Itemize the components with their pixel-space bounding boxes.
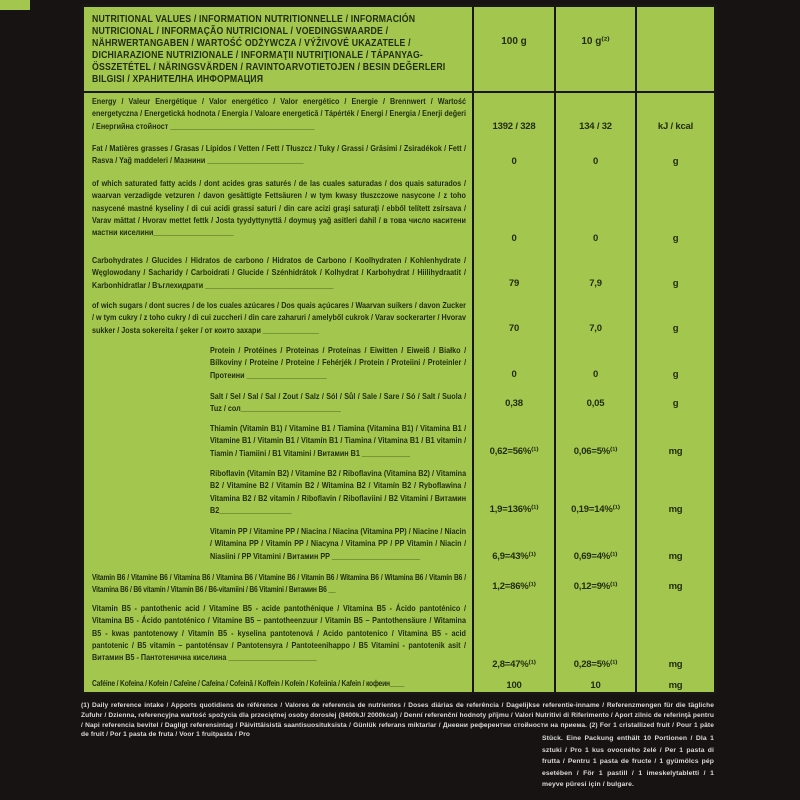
table-row-vitamin-b6 <box>84 570 714 600</box>
column-header-100g-label: 100 g <box>501 35 527 47</box>
vitamin-b5-value-10g: 0,28=5%⁽¹⁾ <box>573 659 618 670</box>
column-header-10g <box>554 7 635 91</box>
salt-unit: g <box>672 398 679 409</box>
energy-label: Energy / Valeur Energétique / Valor energético / Valor energético / Energie / Brennwert / Wartość energetyczna / Energetická hodnota / Energia / Valoare energetică / Tápérték / Energi / Energia / Enerji değeri / Енергийна стойност ____________________________________ <box>92 96 466 131</box>
sugars-value-100g: 70 <box>508 323 520 334</box>
table-row-caffeine <box>84 678 714 692</box>
thiamin-b1-label: Thiamin (Vitamin B1) / Vitamine B1 / Tiamina (Vitamina B1) / Vitamina B1 / Vitamine B1 / Vitamin B1 / Vitamín B1 / Tiamina / Vitamina B1 / B1 vitamin / Tiamin / Tiamiini / B1 Vitamini / Витамин B1 ____________ <box>210 423 467 458</box>
footnote-reference-intake: (1) Daily reference intake / Apports quotidiens de référence / Valores de referencia de nutrientes / Doses diárias de referência / Dagelijkse referentie-inname / Referenzmengen für die tägliche Zufuhr / Dzienna, referencyjna wartość spożycia dla przeciętnej osoby dorosłej (8400kJ/ 2000kcal) / Denní referenční hodnoty příjmu / Valori Nutritivi di Riferimento / Aport zilnic de referinţă pentru / Napi referencia bevitel / Dagligt referensintag / Päivittäisistä saantisuosituksista / Günlük referans miktarlar / Дневни референтни стойности на приема. (2) For 1 cristallized fruit / Pour 1 pâte de fruit / Por 1 pasta de fruta / Voor 1 fruitpasta / Pro <box>81 702 714 739</box>
carbohydrates-label: Carbohydrates / Glucides / Hidratos de carbono / Hidratos de Carbono / Koolhydraten / Kohlenhydrate / Węglowodany / Sacharidy / Carboidrati / Glucide / Szénhidrátok / Kolhydrat / Karbohydrat / Hiilihydraatit / Karbonhidratlar / Въглехидрати ________________________________ <box>92 255 466 290</box>
protein-value-10g: 0 <box>592 369 599 380</box>
protein-label: Protein / Protéines / Proteinas / Proteínas / Eiwitten / Eiweiß / Białko / Bílkoviny / Proteine / Proteine / Fehérjék / Protein / Proteiini / Proteinler /Протеини ____________________ <box>210 345 467 380</box>
table-title-cell <box>84 7 472 91</box>
column-header-10g-label: 10 g⁽²⁾ <box>581 35 610 47</box>
table-row-saturated-fat <box>84 175 714 252</box>
vitamin-b5-value-100g: 2,8=47%⁽¹⁾ <box>492 659 536 670</box>
salt-value-100g: 0,38 <box>505 398 523 409</box>
footnote-per-portion: Stück. Eine Packung enthält 10 Portionen / Dla 1 sztuki / Pro 1 kus ovocného želé / Per 1 pasta di frutta / Pentru 1 pasta de fructe / 1 gyümölcs pép esetében / För 1 pastill / 1 imeskelytabletti / 1 meyve püresi için / bulgare. <box>542 735 714 788</box>
carbohydrates-value-100g: 79 <box>508 278 520 289</box>
table-row-niacin-pp <box>84 523 714 570</box>
salt-value-10g: 0,05 <box>586 398 605 409</box>
vitamin-b5-unit: mg <box>668 659 683 670</box>
table-row-sugars <box>84 297 714 342</box>
carbohydrates-value-10g: 7,9 <box>589 278 602 289</box>
column-header-unit <box>635 7 714 91</box>
riboflavin-b2-unit: mg <box>668 504 683 515</box>
table-title: NUTRITIONAL VALUES / INFORMATION NUTRITIONNELLE / INFORMACIÓN NUTRICIONAL / INFORMAÇÃO NUTRICIONAL / VOEDINGSWAARDE / NÄHRWERTANGABEN / WARTOŚĆ ODŻYWCZA / VÝŽIVOVÉ UKAZATELE / DICHIARAZIONE NUTRIZIONALE / INFORMAŢII NUTRIŢIONALE / TÁPANYAG-ÖSSZETÉTEL / NÄRINGSVÄRDEN / RAVINTOARVOTIETOJEN / BESIN DEĞERLERI BILGISI / ХРАНИТЕЛНА ИНФОРМАЦИЯ <box>92 14 446 85</box>
niacin-pp-value-100g: 6,9=43%⁽¹⁾ <box>492 551 536 562</box>
thiamin-b1-value-10g: 0,06=5%⁽¹⁾ <box>573 446 618 457</box>
fat-unit: g <box>672 156 679 167</box>
thiamin-b1-unit: mg <box>668 446 683 457</box>
saturated-fat-label: of which saturated fatty acids / dont acides gras saturés / de las cuales saturadas / dos quais saturados / waarvan verzadigde vetzuren / davon gesättigte Fettsäuren / w tym kwasy tłuszczowe nasycone / z toho nasycené mastné kyseliny / di cui acidi grassi saturi / din care acizi graşi saturaţi / ebből telített zsírsava / Varav mättat / Hvorav mettet fettk / Josta tyydyttynyttä / doymuş yağ asitleri dahil / в това число наситени мастни киселини____________________ <box>92 178 466 238</box>
vitamin-b6-label: Vitamin B6 / Vitamine B6 / Vitamina B6 / Vitamina B6 / Vitamine B6 / Vitamin B6 / Witamina B6 / Witamina B6 / Vitamín B6 / Vitamina B6 / B6 vitamin / Vitamin B6 / B6-vitamiini / B6 Vitamini / Витамин B6 __ <box>92 573 466 595</box>
table-row-energy <box>84 93 714 140</box>
niacin-pp-value-10g: 0,69=4%⁽¹⁾ <box>573 551 618 562</box>
vitamin-b5-label: Vitamin B5 - pantothenic acid / Vitamine B5 - acide pantothénique / Vitamina B5 - Ácido pantoténico / Vitamina B5 - Ácido pantoténico / Vitamine B5 – pantotheenzuur / Vitamin B5 – Pantothensäure / Witamina B5 - kwas pantotenowy / Vitamín B5 - kyselina pantotenová / Acido pantotenico / Vitamina B5 - acid pantotenic / B5 vitamin – pantoténsav / Pantotensyra / Pantoteenihappo / B5 Vitamini - pantotenik asit / Витамин B5 - Пантотенична киселина ______________________ <box>92 603 466 663</box>
nutrition-table <box>81 4 717 695</box>
fat-label: Fat / Matières grasses / Grasas / Lípidos / Vetten / Fett / Tłuszcz / Tuky / Grassi / Grăsimi / Zsiradékok / Fett / Rasva / Yağ maddeleri / Мазнини ________________________ <box>92 143 466 166</box>
caffeine-label: Caféine / Kofeina / Kofein / Cafeïne / Cafeína / Cofeină / Koffein / Kofein / Kofeiinia / Kafein / кофеин____ <box>92 679 405 688</box>
green-corner-mark <box>0 0 30 10</box>
caffeine-unit: mg <box>668 679 683 691</box>
saturated-fat-value-100g: 0 <box>511 233 517 244</box>
riboflavin-b2-value-10g: 0,19=14%⁽¹⁾ <box>571 504 620 515</box>
table-row-vitamin-b5 <box>84 600 714 678</box>
table-row-protein <box>84 342 714 388</box>
table-row-thiamin-b1 <box>84 420 714 465</box>
vitamin-b6-unit: mg <box>668 581 683 592</box>
carbohydrates-unit: g <box>672 278 679 289</box>
vitamin-b6-value-100g: 1,2=86%⁽¹⁾ <box>492 581 536 592</box>
column-header-100g <box>472 7 554 91</box>
riboflavin-b2-value-100g: 1,9=136%⁽¹⁾ <box>489 504 539 515</box>
energy-unit: kJ / kcal <box>657 121 694 132</box>
table-row-fat <box>84 140 714 175</box>
caffeine-value-10g: 10 <box>590 679 601 691</box>
sugars-unit: g <box>672 323 679 334</box>
vitamin-b6-value-10g: 0,12=9%⁽¹⁾ <box>573 581 618 592</box>
saturated-fat-unit: g <box>672 233 679 244</box>
table-row-carbohydrates <box>84 252 714 297</box>
salt-label: Salt / Sel / Sal / Sal / Zout / Salz / Sól / Sůl / Sale / Sare / Só / Salt / Suola / Tuz / сол_________________________ <box>210 391 467 414</box>
fat-value-10g: 0 <box>592 156 599 167</box>
protein-value-100g: 0 <box>511 369 517 380</box>
saturated-fat-value-10g: 0 <box>592 233 599 244</box>
riboflavin-b2-label: Riboflavin (Vitamin B2) / Vitamine B2 / Riboflavina (Vitamina B2) / Vitamina B2 / Vitamine B2 / Vitamin B2 / Witamina B2 / Vitamín B2 / Ryboflawina / Vitamina B2 / B2 vitamin / Riboflavin / Riboflaviini / B2 Vitamini / Витамин B2__________________ <box>210 468 467 515</box>
protein-unit: g <box>672 369 679 380</box>
table-header-row <box>84 7 714 93</box>
sugars-value-10g: 7,0 <box>589 323 602 334</box>
caffeine-value-100g: 100 <box>506 679 522 691</box>
energy-value-100g: 1392 / 328 <box>492 121 536 132</box>
energy-value-10g: 134 / 32 <box>579 121 612 132</box>
niacin-pp-label: Vitamin PP / Vitamine PP / Niacina / Niacina (Vitamina PP) / Niacine / Niacin / Witamina PP / Vitamín PP / Niacyna / Vitamina PP / PP Vitamin / Niacin / Niasiini / PP Vitamini / Витамин PP ______________________ <box>210 526 467 561</box>
sugars-label: of wich sugars / dont sucres / de los cuales azúcares / Dos quais açúcares / Waarvan suikers / davon Zucker / w tym cukry / z toho cukry / di cui zuccheri / din care zaharuri / amelyből cukrok / Varav sockerarter / Hvorav sukker / Josta sokereita / şeker / от които захари ______________ <box>92 300 466 335</box>
thiamin-b1-value-100g: 0,62=56%⁽¹⁾ <box>489 446 539 457</box>
table-row-riboflavin-b2 <box>84 465 714 523</box>
niacin-pp-unit: mg <box>668 551 683 562</box>
fat-value-100g: 0 <box>511 156 517 167</box>
table-row-salt <box>84 388 714 420</box>
